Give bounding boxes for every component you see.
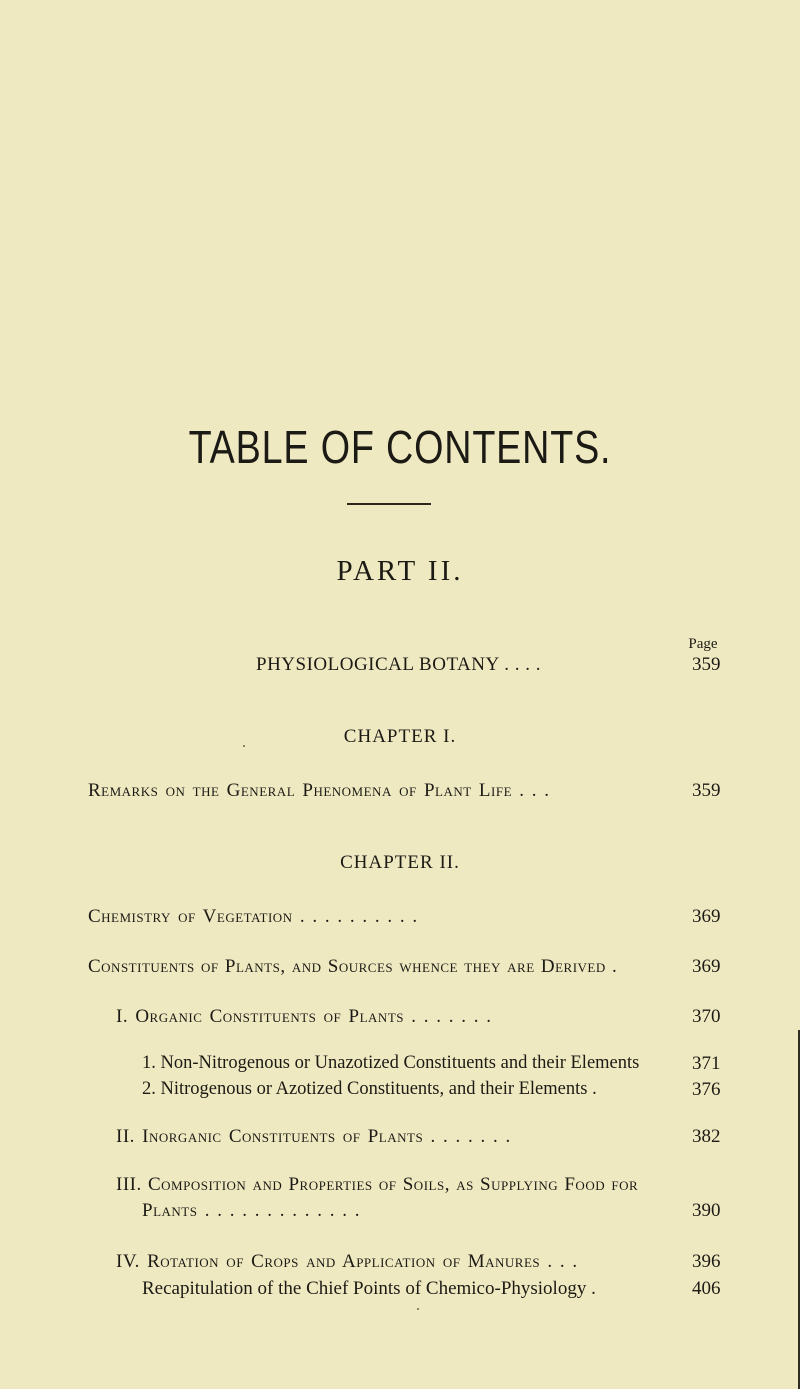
toc-page-number: 376 (692, 1079, 721, 1100)
toc-entry-remarks: Remarks on the General Phenomena of Plant Life . . . (88, 780, 550, 801)
toc-page-number: 390 (692, 1200, 721, 1221)
part-heading: PART II. (336, 555, 464, 587)
toc-entry-soils-continued: Plants . . . . . . . . . . . . . (142, 1200, 360, 1221)
toc-page-number: 382 (692, 1126, 721, 1147)
toc-entry-recapitulation: Recapitulation of the Chief Points of Chemico-Physiology . (142, 1278, 596, 1299)
toc-page-number: 370 (692, 1006, 721, 1027)
toc-page-number: 406 (692, 1278, 721, 1299)
toc-entry-non-nitrogenous: 1. Non-Nitrogenous or Unazotized Constituents and their Elements (142, 1053, 640, 1073)
toc-entry-organic: I. Organic Constituents of Plants . . . . . . . (116, 1006, 492, 1027)
toc-entry-inorganic: II. Inorganic Constituents of Plants . . . . . . . (116, 1126, 511, 1147)
page-title: TABLE OF CONTENTS. (188, 421, 612, 473)
toc-page-number: 371 (692, 1053, 721, 1074)
toc-page-number: 359 (692, 654, 721, 675)
toc-entry-physiological-botany: PHYSIOLOGICAL BOTANY . . . . (256, 654, 541, 675)
toc-entry-constituents: Constituents of Plants, and Sources whence they are Derived . (88, 956, 618, 977)
toc-page-number: 369 (692, 906, 721, 927)
paper-speck (417, 1308, 419, 1310)
toc-entry-chemistry: Chemistry of Vegetation . . . . . . . . . . (88, 906, 418, 927)
chapter-heading: CHAPTER II. (340, 852, 460, 873)
paper-speck (243, 745, 245, 747)
page-column-label: Page (688, 636, 718, 652)
toc-entry-nitrogenous: 2. Nitrogenous or Azotized Constituents, and their Elements . (142, 1079, 597, 1099)
toc-page-number: 369 (692, 956, 721, 977)
toc-entry-rotation: IV. Rotation of Crops and Application of Manures . . . (116, 1251, 578, 1272)
toc-page-number: 396 (692, 1251, 721, 1272)
title-divider (347, 503, 431, 505)
toc-entry-soils: III. Composition and Properties of Soils, as Supplying Food for (116, 1174, 639, 1195)
chapter-heading: CHAPTER I. (343, 726, 457, 747)
toc-page-number: 359 (692, 780, 721, 801)
